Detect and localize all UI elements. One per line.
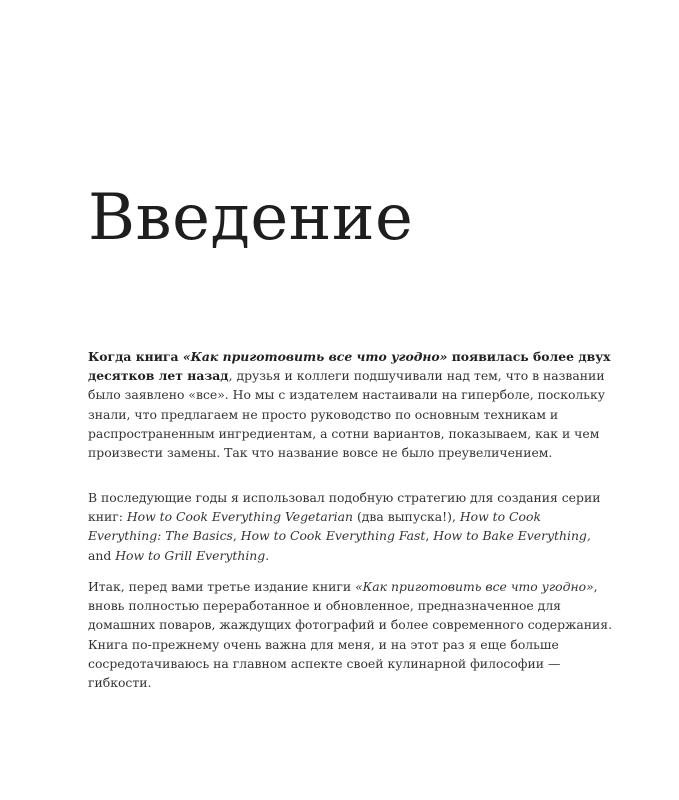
book-title-russian: «Как приготовить все что угодно» bbox=[182, 349, 448, 364]
paragraph-intro-history bbox=[88, 347, 613, 462]
paragraph-text: (два выпуска!), bbox=[353, 509, 460, 525]
book-title-bake: How to Bake Everything, bbox=[433, 528, 591, 544]
book-title-vegetarian: How to Cook Everything Vegetarian bbox=[126, 509, 354, 525]
paragraph-bold-lead-end: появилась более двух десятков лет назад bbox=[88, 349, 611, 384]
separator-text: , bbox=[232, 528, 241, 544]
paragraph-text: , друзья и коллеги подшучивали над тем, что в названии было заявлено «все». Но мы с издателем настаивали на гиперболе, поскольку знали, что предлагаем не просто руководство по основным техникам и распространенным ингредиентам, а сотни вариантов, показываем, как и чем произвести замены. Так что название вовсе не было преувеличением. bbox=[88, 368, 606, 461]
book-title-basics: How to Cook Everything: The Basics bbox=[88, 509, 541, 544]
chapter-title: Введение bbox=[88, 181, 414, 255]
separator-text: , bbox=[425, 528, 434, 544]
separator-text: and bbox=[88, 547, 116, 563]
paragraph-text: Итак, перед вами третье издание книги bbox=[88, 579, 356, 594]
paragraph-end: . bbox=[265, 547, 270, 563]
book-title-fast: How to Cook Everything Fast bbox=[240, 528, 426, 544]
paragraph-text: В последующие годы я использовал подобную стратегию для создания серии книг: bbox=[88, 490, 601, 525]
book-title-grill: How to Grill Everything bbox=[115, 547, 266, 563]
paragraph-third-edition bbox=[88, 577, 613, 692]
paragraph-book-series bbox=[88, 488, 613, 565]
paragraph-bold-lead: Когда книга bbox=[88, 349, 183, 364]
paragraph-text: , вновь полностью переработанное и обновленное, предназначенное для домашних поваров, жаждущих фотографий и более современного содержания. Книга по-прежнему очень важна для меня, и на этот раз я еще больше сосредотачиваюсь на главном аспекте своей кулинарной философии — гибкости. bbox=[88, 579, 613, 691]
book-title-russian-italic: «Как приготовить все что угодно» bbox=[355, 579, 594, 594]
